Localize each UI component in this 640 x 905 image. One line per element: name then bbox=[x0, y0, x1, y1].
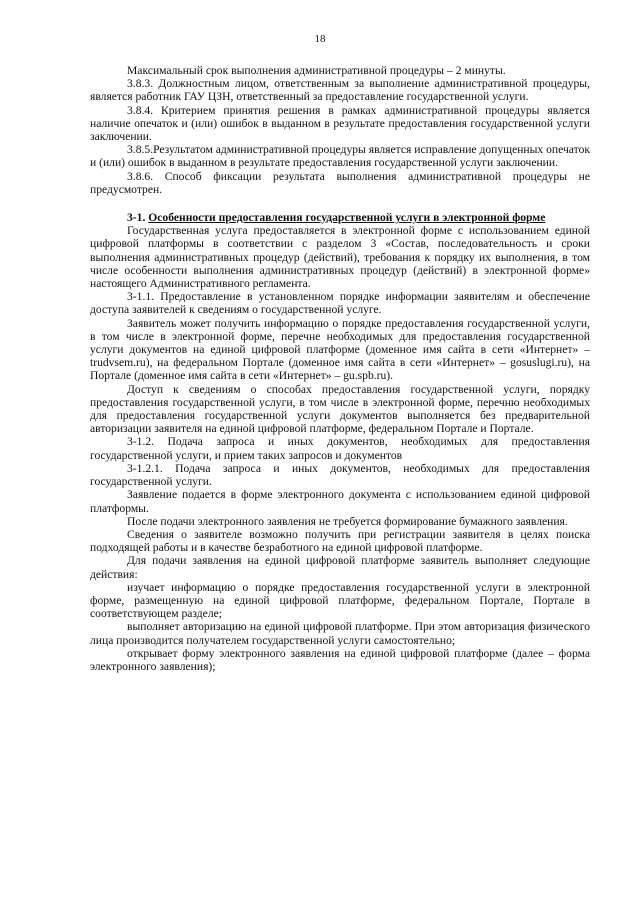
paragraph: 3.8.4. Критерием принятия решения в рамках административной процедуры является наличие опечаток и (или) ошибок в выданном в результате предоставления государственной услуги заключении. bbox=[90, 103, 590, 144]
paragraph: Государственная услуга предоставляется в электронной форме с использованием единой цифровой платформы в соответствии с разделом 3 «Состав, последовательность и сроки выполнения административных процедур (действий), требования к порядку их выполнения, в том числе особенности выполнения административных процедур (действий) в электронной форме» настоящего Административного регламента. bbox=[90, 224, 590, 291]
paragraph: Сведения о заявителе возможно получить при регистрации заявителя в целях поиска подходящей работы и в качестве безработного на единой цифровой платформе. bbox=[90, 527, 590, 555]
paragraph: 3.8.3. Должностным лицом, ответственным за выполнение административной процедуры, является работник ГАУ ЦЗН, ответственный за предоставление государственной услуги. bbox=[90, 77, 590, 104]
paragraph: Максимальный срок выполнения административной процедуры – 2 минуты. bbox=[127, 64, 506, 77]
paragraph: открывает форму электронного заявления на единой цифровой платформе (далее – форма электронного заявления); bbox=[90, 646, 590, 673]
paragraph: 3.8.6. Способ фиксации результата выполнения административной процедуры не предусмотрен. bbox=[90, 169, 590, 196]
paragraph: изучает информацию о порядке предоставления государственной услуги в электронной форме, размещенную на единой цифровой платформе, федеральном Портале, Портале в соответствующем разделе; bbox=[90, 580, 590, 621]
paragraph: Доступ к сведениям о способах предоставления государственной услуги, порядку предоставления государственной услуги, в том числе в электронной форме, перечню необходимых для предоставления государственной услуги документов выполняется без предварительной авторизации заявителя на единой цифровой платформе, федеральном Портале и Портале. bbox=[90, 382, 590, 436]
paragraph: 3-1.1. Предоставление в установленном порядке информации заявителям и обеспечение доступа заявителей к сведениям о государственной услуге. bbox=[90, 290, 590, 317]
paragraph: Заявление подается в форме электронного документа с использованием единой цифровой платформы. bbox=[90, 488, 590, 515]
paragraph: Заявитель может получить информацию о порядке предоставления государственной услуги, в том числе в электронной форме, перечне необходимых для предоставления государственной услуги документов на единой цифровой платформе (доменное имя сайта в сети «Интернет» – trudvsem.ru), на федеральном Портале (доменное имя сайта в сети «Интернет» – gosuslugi.ru), на Портале (доменное имя сайта в сети «Интернет» – gu.spb.ru). bbox=[90, 316, 590, 383]
section-title: Особенности предоставления государственной услуги в электронной форме bbox=[148, 211, 546, 225]
paragraph: Для подачи заявления на единой цифровой платформе заявитель выполняет следующие действия: bbox=[90, 554, 590, 581]
paragraph: выполняет авторизацию на единой цифровой платформе. При этом авторизация физического лица производится получателем государственной услуги самостоятельно; bbox=[90, 620, 590, 647]
section-number: 3-1. bbox=[127, 211, 146, 225]
paragraph: 3.8.5.Результатом административной процедуры является исправление допущенных опечаток и (или) ошибок в выданном в результате предоставления государственной услуги заключении. bbox=[90, 143, 590, 170]
paragraph: 3-1.2.1. Подача запроса и иных документов, необходимых для предоставления государственной услуги. bbox=[90, 461, 590, 489]
page-number: 18 bbox=[314, 33, 326, 45]
paragraph: 3-1.2. Подача запроса и иных документов, необходимых для предоставления государственной услуги, и прием таких запросов и документов bbox=[90, 435, 590, 462]
section-heading bbox=[90, 211, 590, 224]
document-body bbox=[90, 64, 590, 673]
paragraph: После подачи электронного заявления не требуется формирование бумажного заявления. bbox=[127, 514, 568, 528]
